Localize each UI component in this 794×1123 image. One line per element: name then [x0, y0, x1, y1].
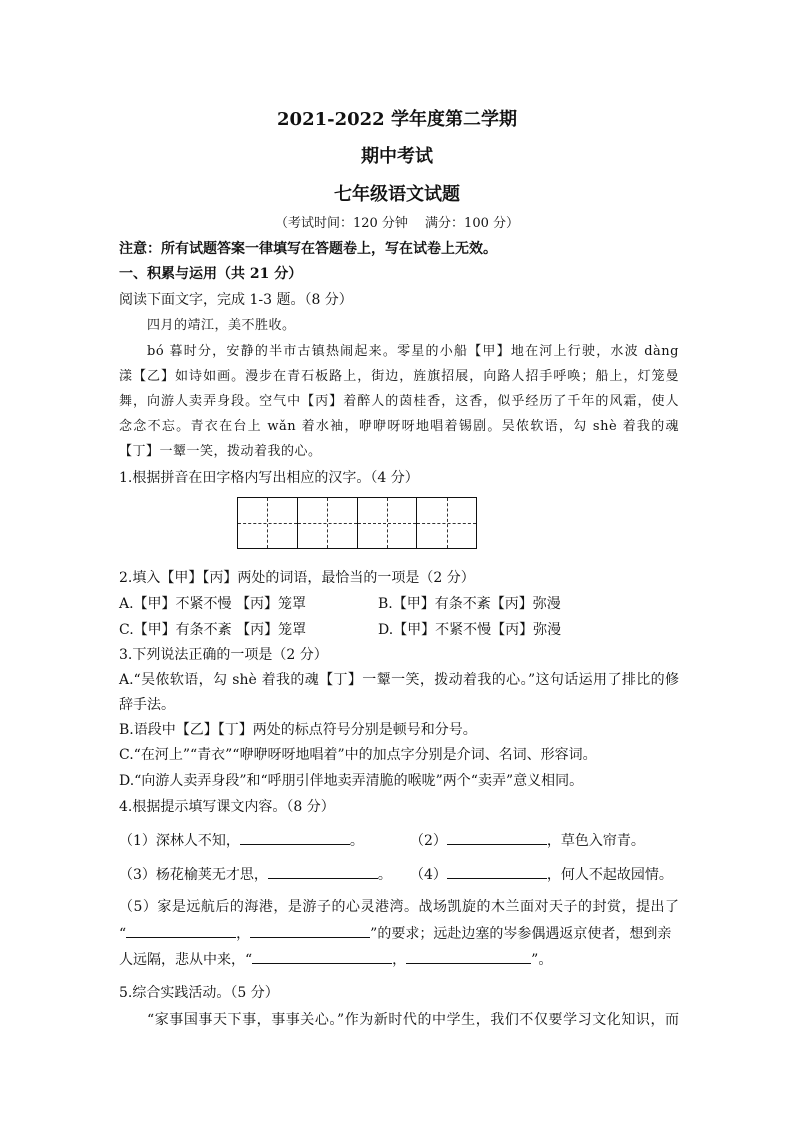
question-2: 2.填入【甲】【丙】两处的词语，最恰当的一项是（2 分） [119, 570, 475, 586]
poem-fill-prefix: （4） [410, 867, 447, 883]
quote-mark: “ [119, 926, 127, 942]
answer-blank [240, 830, 350, 845]
answer-blank [126, 923, 236, 938]
answer-blank [252, 949, 392, 964]
exam-subject: 七年级语文试题 [334, 184, 460, 205]
option-d: D.【甲】不紧不慢【丙】弥漫 [378, 622, 562, 638]
comma: ， [392, 952, 407, 968]
question-5-text: “家事国事天下事，事事关心。”作为新时代的中学生，我们不仅要学习文化知识，而 [147, 1012, 679, 1028]
exam-year-term: 2021-2022 学年度第二学期 [277, 109, 517, 130]
grid-cell [417, 498, 476, 548]
poem-fill-3 [119, 864, 399, 885]
question-5: 5.综合实践活动。（5 分） [119, 985, 279, 1001]
option-b: B.【甲】有条不紊【丙】弥漫 [378, 596, 561, 612]
comma: ， [236, 926, 251, 942]
passage-line: 念念不忘。青衣在台上 wǎn 着水袖，咿咿呀呀地唱着锡剧。吴侬软语，勾 shè 着我的魂 [119, 419, 679, 434]
passage-line: 漾【乙】如诗如画。漫步在青石板路上，街边，旌旗招展，向路人招手呼唤；船上，灯笼曼 [119, 369, 679, 384]
passage-intro: 阅读下面文字，完成 1-3 题。（8 分） [119, 292, 353, 308]
poem-fill-prefix: （2） [410, 833, 447, 849]
answer-blank [268, 864, 378, 879]
poem-fill-4 [410, 864, 680, 885]
poem-fill-prefix: （1）深林人不知， [119, 833, 240, 849]
passage-line: 【丁】一颦一笑，拨动着我的心。 [119, 444, 322, 459]
poem-fill-suffix: 。 [377, 867, 392, 883]
poem-fill-text: ”。 [531, 952, 553, 968]
question-1: 1.根据拼音在田字格内写出相应的汉字。（4 分） [119, 470, 419, 486]
option-a: A.【甲】不紧不慢 【丙】笼罩 [119, 596, 307, 612]
notice: 注意：所有试题答案一律填写在答题卷上，写在试卷上无效。 [119, 241, 497, 257]
answer-blank [447, 864, 547, 879]
poem-fill-5: （5）家是远航后的海港，是游子的心灵港湾。战场凯旋的木兰面对天子的封赏，提出了 [119, 899, 679, 915]
option-c: C.【甲】有条不紊 【丙】笼罩 [119, 622, 307, 638]
exam-time-score: （考试时间：120 分钟 满分：100 分） [274, 216, 520, 231]
answer-blank [406, 949, 531, 964]
poem-fill-1 [119, 830, 379, 851]
grid-cell [238, 498, 298, 548]
question-4: 4.根据提示填写课文内容。（8 分） [119, 799, 335, 815]
passage-line: 四月的靖江，美不胜收。 [147, 318, 296, 333]
poem-fill-5-line-2 [119, 923, 679, 944]
poem-fill-text: ”的要求；远赴边塞的岑参偶遇返京使者，想到亲 [370, 926, 672, 942]
answer-blank [250, 923, 370, 938]
grid-cell [298, 498, 358, 548]
option-b: B.语段中【乙】【丁】两处的标点符号分别是顿号和分号。 [119, 722, 477, 738]
section-heading: 一、积累与运用（共 21 分） [119, 266, 303, 282]
answer-blank [447, 830, 547, 845]
poem-fill-text: 人远隔，悲从中来，“ [119, 952, 253, 968]
poem-fill-suffix: 。 [349, 833, 364, 849]
poem-fill-5-line-3 [119, 949, 679, 970]
exam-name: 期中考试 [361, 146, 433, 167]
option-c: C.“在河上”“青衣”“咿咿呀呀地唱着”中的加点字分别是介词、名词、形容词。 [119, 747, 597, 763]
poem-fill-2 [410, 830, 680, 851]
passage-line: bó 暮时分，安静的半市古镇热闹起来。零星的小船【甲】地在河上行驶，水波 dàng [147, 344, 679, 359]
tian-zi-grid [237, 497, 477, 549]
option-a: A.“吴侬软语，勾 shè 着我的魂【丁】一颦一笑，拨动着我的心。”这句话运用了排比的修 [119, 672, 679, 688]
option-a-continued: 辞手法。 [119, 697, 175, 713]
grid-cell [358, 498, 418, 548]
passage-line: 舞，向游人卖弄身段。空气中【丙】着醉人的茵桂香，这香，似乎经历了千年的风霜，使人 [119, 394, 679, 409]
question-3: 3.下列说法正确的一项是（2 分） [119, 647, 328, 663]
poem-fill-suffix: ，何人不起故园情。 [546, 867, 673, 883]
poem-fill-suffix: ，草色入帘青。 [546, 833, 645, 849]
option-d: D.“向游人卖弄身段”和“呼朋引伴地卖弄清脆的喉咙”两个“卖弄”意义相同。 [119, 773, 584, 789]
poem-fill-prefix: （3）杨花榆荚无才思， [119, 867, 268, 883]
